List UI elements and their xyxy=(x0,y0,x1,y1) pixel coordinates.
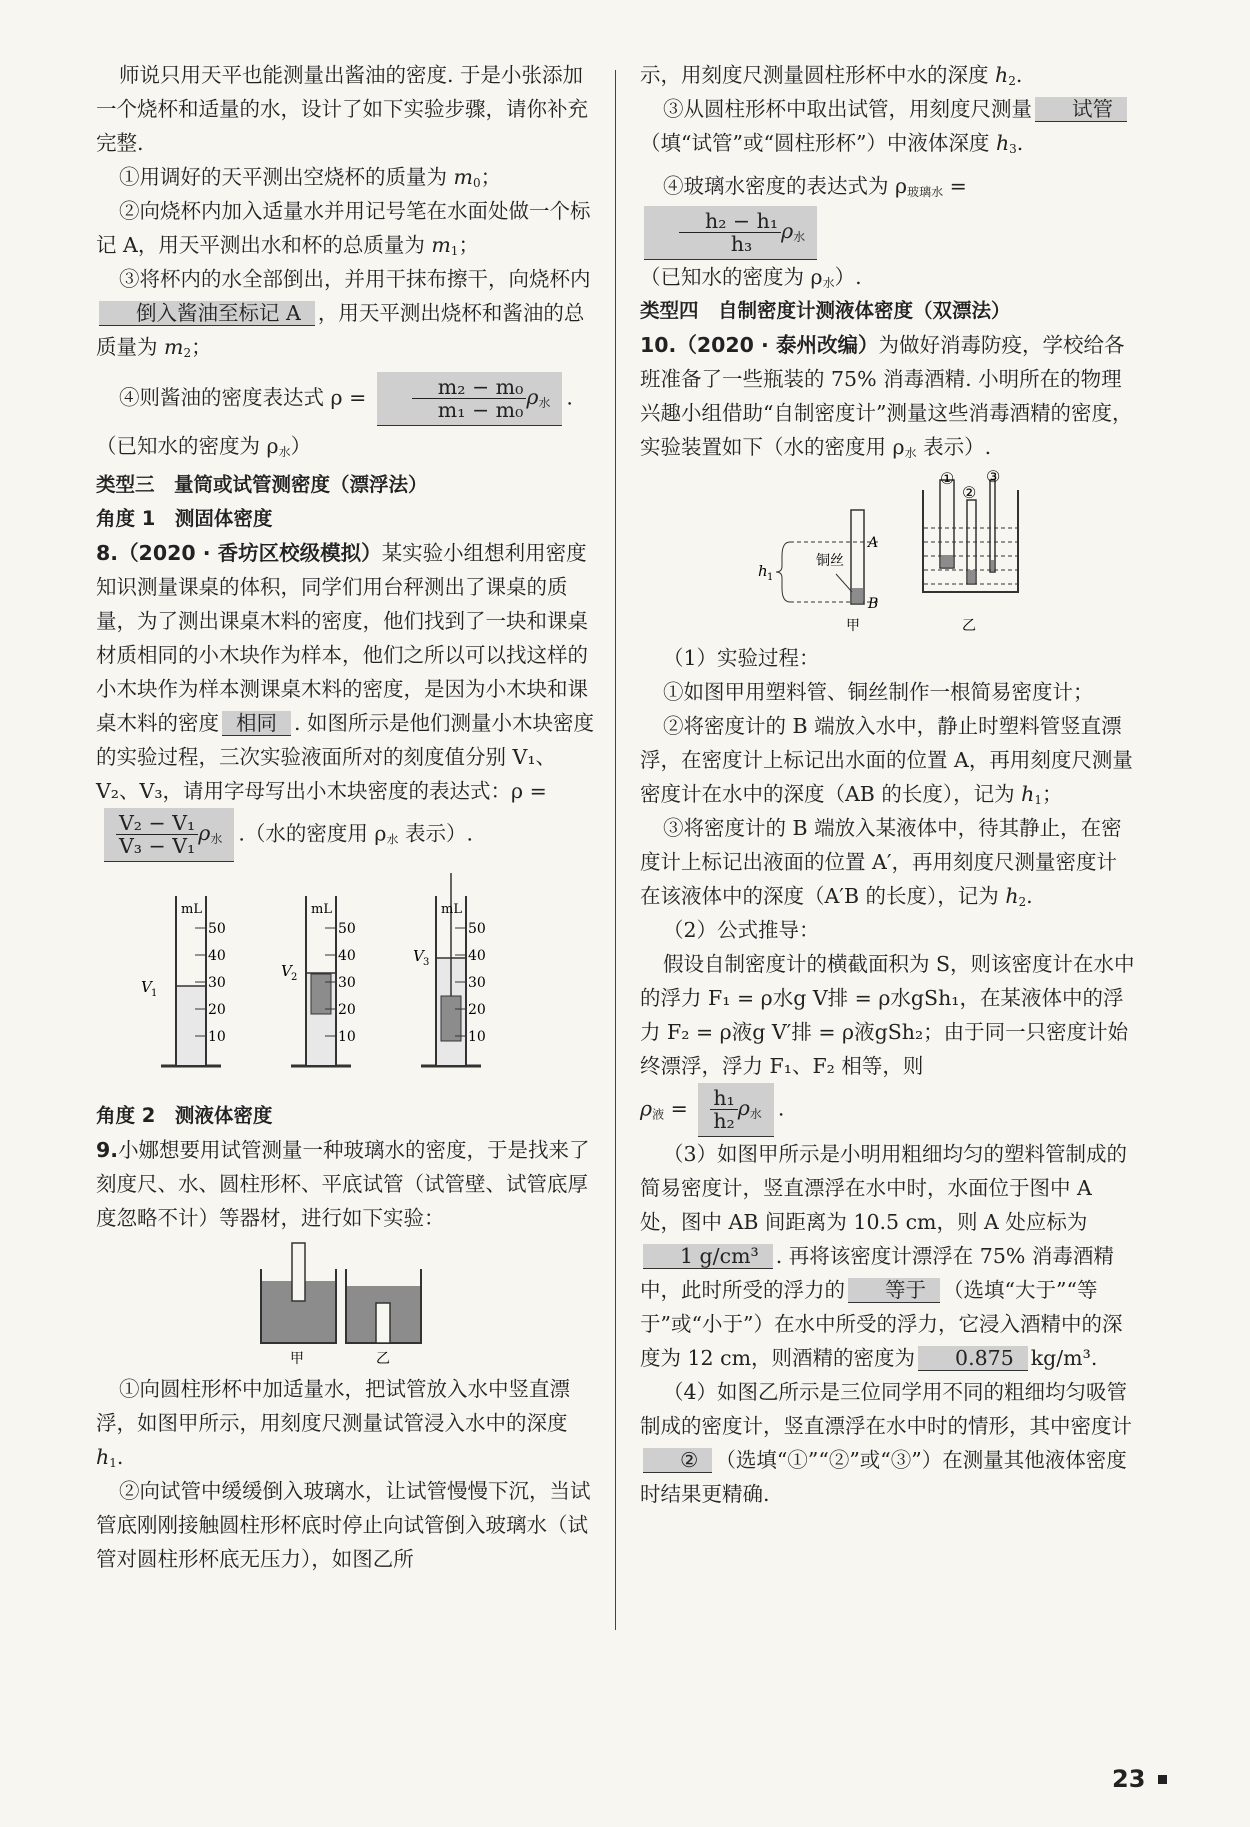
question-8-answer: $\frac{\text{V₂ − V₁}}{\text{V₃ − V₁}}$ $\rho_水$ .（水的密度用 $\rho_水$ 表示）. xyxy=(96,808,596,862)
type3-heading: 类型三 量筒或试管测密度（漂浮法） xyxy=(96,473,428,496)
page-number: 23 xyxy=(1112,1765,1146,1793)
wood-block xyxy=(441,996,461,1041)
page-marker-square xyxy=(1158,1775,1167,1784)
tick-label: 30 xyxy=(338,975,356,991)
intro-paragraph: 师说只用天平也能测量出酱油的密度. 于是小张添加一个烧杯和适量的水，设计了如下实验步骤，请你补充完整. xyxy=(96,63,588,155)
answer-blank: 倒入酱油至标记 A xyxy=(99,301,315,326)
svg-text:1: 1 xyxy=(151,988,158,999)
answer-formula: $\frac{\text{V₂ − V₁}}{\text{V₃ − V₁}}$ $\rho_水$ xyxy=(104,808,234,862)
step-1: ①用调好的天平测出空烧杯的质量为 $m_0$； xyxy=(119,165,502,190)
step-2: ②向烧杯内加入适量水并用记号笔在水面处做一个标记 A，用天平测出水和杯的总质量为 $m_1$； xyxy=(96,199,591,258)
tick-label: 10 xyxy=(338,1029,356,1045)
tick-label: 20 xyxy=(208,1002,226,1018)
tick-label: 10 xyxy=(468,1029,486,1045)
right-column xyxy=(640,58,1135,1511)
point-b-label: B xyxy=(867,596,878,612)
tick-label: 50 xyxy=(468,921,486,937)
hydrometer-figure xyxy=(748,470,1028,635)
svg-text:3: 3 xyxy=(423,957,430,968)
q9-step-4: ④玻璃水密度的表达式为 $\rho_{玻璃水}$ = $\frac{\text{h₂ − h₁}}{\text{h₃}}$ $\rho_水$ xyxy=(640,166,1135,260)
left-column xyxy=(96,58,596,1576)
answer-blank: 试管 xyxy=(1035,97,1127,122)
v1-label: V xyxy=(141,978,152,996)
cylinder-2 xyxy=(281,896,356,1066)
angle1-heading: 角度 1 测固体密度 xyxy=(96,507,273,530)
figure-yi xyxy=(923,470,1018,634)
column-divider xyxy=(615,70,616,1630)
tick-label: 40 xyxy=(338,948,356,964)
fig-label-yi: 乙 xyxy=(961,618,976,634)
part-3: （3）如图甲所示是小明用粗细均匀的塑料管制成的简易密度计，竖直漂浮在水中时，水面位于图中 A 处，图中 AB 间距离为 10.5 cm，则 A 处应标为1 g/cm³ . 再将该密度计漂浮在 75% 消毒酒精中，此时所受的浮力的 等于 （选填“大于”“等于”或“小于”）在水中所受的浮力，它浸入酒精中的深度为 12 cm，则酒精的密度为 0.875 kg/m³. xyxy=(640,1142,1128,1370)
v3-label: V xyxy=(413,947,424,965)
part-2-formula: $\rho_液$ = $\frac{\text{h₁}}{\text{h₂}}$ $\rho_水$ . xyxy=(640,1083,1135,1137)
fig-num-1: ① xyxy=(939,470,954,488)
part-1-step-1: ①如图甲用塑料管、铜丝制作一根简易密度计； xyxy=(663,680,1094,704)
answer-formula: $\frac{\text{m₂ − m₀}}{\text{m₁ − m₀}}$ $\rho_水$ xyxy=(377,372,563,426)
fig-label-jia: 甲 xyxy=(845,618,860,634)
q9-step-1: ①向圆柱形杯中加适量水，把试管放入水中竖直漂浮，如图甲所示，用刻度尺测量试管浸入水中的深度 $h_1$. xyxy=(96,1377,570,1470)
part-2-text: 假设自制密度计的横截面积为 S，则该密度计在水中的浮力 F₁ = ρ水g V排 = ρ水gSh₁，在某液体中的浮力 F₂ = ρ液g V′排 = ρ液gSh₂；由于同一只密度计始终漂浮，浮力 F₁、F₂ 相等，则 xyxy=(640,952,1135,1078)
tick-label: 10 xyxy=(208,1029,226,1045)
unit-label: mL xyxy=(181,902,202,917)
answer-formula: $\frac{\text{h₁}}{\text{h₂}}$ $\rho_水$ xyxy=(698,1083,774,1137)
question-10: 10.（2020 · 泰州改编）为做好消毒防疫，学校给各班准备了一些瓶装的 75% 消毒酒精. 小明所在的物理兴趣小组借助“自制密度计”测量这些消毒酒精的密度，实验装置如下（水的密度用 $\rho_水$ 表示）. xyxy=(640,333,1133,460)
v2-label: V xyxy=(281,962,292,980)
figure-yi xyxy=(346,1269,421,1366)
answer-blank: 相同 xyxy=(222,711,291,736)
q9-step-2: ②向试管中缓缓倒入玻璃水，让试管慢慢下沉，当试管底刚刚接触圆柱形杯底时停止向试管倒入玻璃水（试管对圆柱形杯底无压力），如图乙所 xyxy=(96,1479,591,1571)
question-9: 9.小娜想要用试管测量一种玻璃水的密度，于是找来了刻度尺、水、圆柱形杯、平底试管（试管壁、试管底厚度忽略不计）等器材，进行如下实验： xyxy=(96,1138,590,1230)
answer-blank: 0.875 xyxy=(918,1346,1028,1371)
copper-label: 铜丝 xyxy=(815,553,844,569)
question-8: 8.（2020 · 香坊区校级模拟）某实验小组想利用密度知识测量课桌的体积，同学们用台秤测出了课桌的质量，为了测出课桌木料的密度，他们找到了一块和课桌材质相同的小木块作为样本，他们之所以可以找这样的小木块作为样本测课桌木料的密度，是因为小木块和课桌木料的密度 相同 . 如图所示是他们测量小木块密度的实验过程，三次实验液面所对的刻度值分别 V₁、V₂、V₃，请用字母写出小木块密度的表达式：ρ = xyxy=(96,541,595,803)
cylinder-3 xyxy=(413,873,486,1066)
part-1-step-3: ③将密度计的 B 端放入某液体中，待其静止，在密度计上标记出液面的位置 A′，再用刻度尺测量密度计在该液体中的深度（A′B 的长度），记为 $h_2$. xyxy=(640,816,1122,909)
answer-blank: 1 g/cm³ xyxy=(643,1244,773,1269)
answer-blank: 等于 xyxy=(848,1278,940,1303)
fig-num-2: ② xyxy=(961,483,976,502)
cylinders-figure xyxy=(131,868,561,1093)
svg-text:2: 2 xyxy=(291,972,298,983)
tick-label: 40 xyxy=(468,948,486,964)
svg-text:1: 1 xyxy=(766,572,773,583)
tick-label: 30 xyxy=(468,975,486,991)
fig-label-jia: 甲 xyxy=(290,1351,304,1366)
wood-block xyxy=(311,974,331,1014)
answer-formula: $\frac{\text{h₂ − h₁}}{\text{h₃}}$ $\rho_水$ xyxy=(644,206,817,260)
part-1-title: （1）实验过程： xyxy=(663,646,820,670)
fig-num-3: ③ xyxy=(985,470,1000,486)
type4-heading: 类型四 自制密度计测液体密度（双漂法） xyxy=(640,299,1011,322)
q9-step-2-cont: 示，用刻度尺测量圆柱形杯中水的深度 $h_2$. xyxy=(640,63,1023,88)
tick-label: 20 xyxy=(338,1002,356,1018)
h1-label: h xyxy=(757,562,768,580)
part-2-title: （2）公式推导： xyxy=(663,918,820,942)
part-1-step-2: ②将密度计的 B 端放入水中，静止时塑料管竖直漂浮，在密度计上标记出水面的位置 A，再用刻度尺测量密度计在水中的深度（AB 的长度），记为 $h_1$； xyxy=(640,714,1133,807)
tick-label: 40 xyxy=(208,948,226,964)
point-a-label: A xyxy=(867,535,878,551)
cylinder-1 xyxy=(141,896,226,1066)
tick-label: 30 xyxy=(208,975,226,991)
fig-label-yi: 乙 xyxy=(376,1351,390,1366)
tick-label: 50 xyxy=(338,921,356,937)
step-4: ④则酱油的密度表达式 ρ = $\frac{\text{m₂ − m₀}}{\text{m₁ − m₀}}$ $\rho_水$ .（已知水的密度为 $\rho_水$） xyxy=(96,372,596,466)
part-4: （4）如图乙所示是三位同学用不同的粗细均匀吸管制成的密度计，竖直漂浮在水中时的情形，其中密度计② （选填“①”“②”或“③”）在测量其他液体密度时结果更精确. xyxy=(640,1380,1132,1506)
test-tube-figure xyxy=(256,1241,436,1366)
unit-label: mL xyxy=(311,902,332,917)
unit-label: mL xyxy=(441,902,462,917)
q9-step-3: ③从圆柱形杯中取出试管，用刻度尺测量 试管（填“试管”或“圆柱形杯”）中液体深度 $h_3$. xyxy=(640,92,1135,160)
angle2-heading: 角度 2 测液体密度 xyxy=(96,1104,273,1127)
figure-jia xyxy=(261,1243,336,1366)
tick-label: 20 xyxy=(468,1002,486,1018)
step-3: ③将杯内的水全部倒出，并用干抹布擦干，向烧杯内倒入酱油至标记 A ，用天平测出烧杯和酱油的总质量为 $m_2$； xyxy=(96,267,591,360)
figure-jia xyxy=(758,510,878,634)
tick-label: 50 xyxy=(208,921,226,937)
answer-blank: ② xyxy=(643,1448,712,1473)
q9-note: （已知水的密度为 $\rho_水$）. xyxy=(640,265,862,290)
